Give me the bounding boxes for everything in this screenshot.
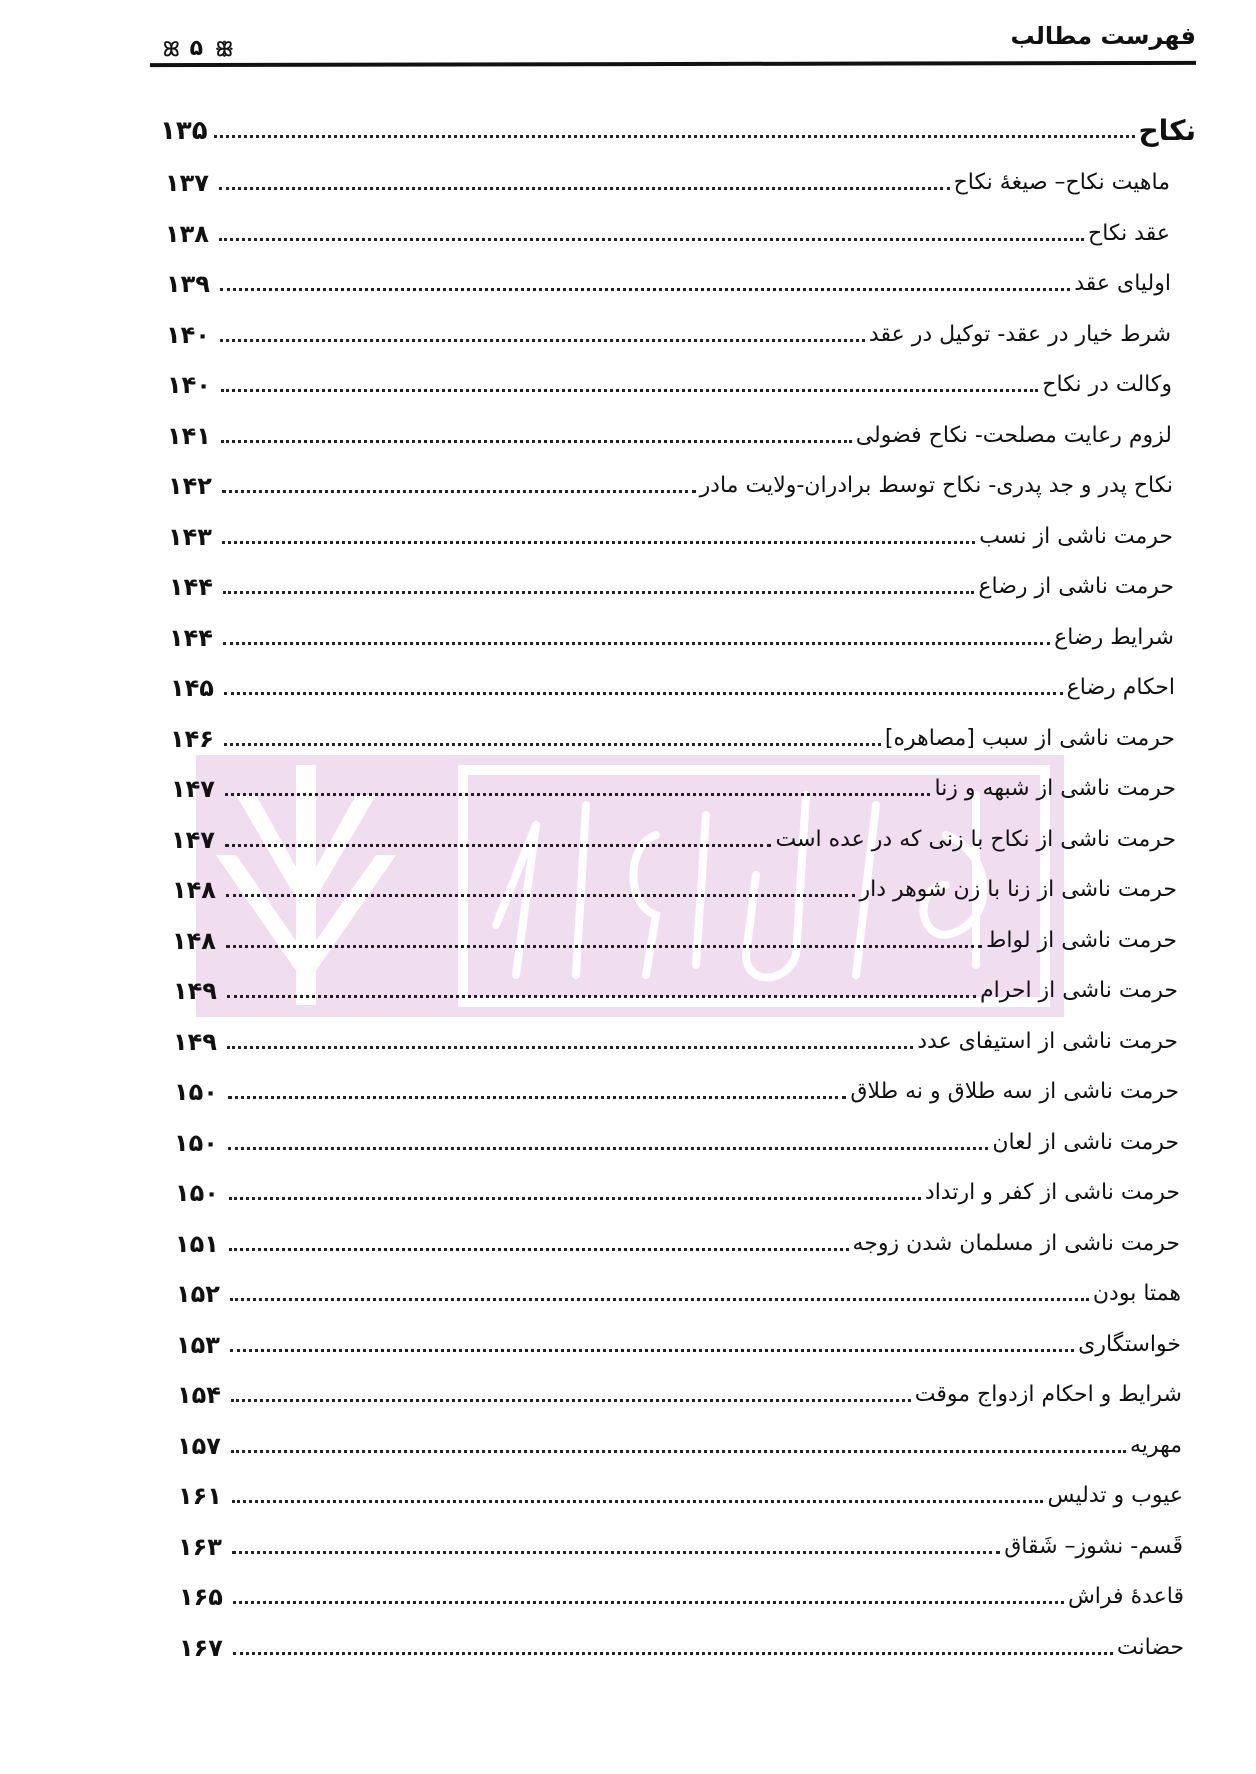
- toc-entry-title: نکاح پدر و جد پدری- نکاح توسط برادران-ولایت مادر: [699, 473, 1173, 498]
- toc-entry-page: ۱۵۰: [175, 1179, 219, 1207]
- toc-entry[interactable]: [178, 1471, 1183, 1511]
- toc-entry[interactable]: [165, 209, 1170, 249]
- toc-entry-title: حرمت ناشی از نسب: [979, 524, 1173, 549]
- toc-entry[interactable]: [175, 1168, 1180, 1208]
- toc-entry[interactable]: [165, 158, 1170, 198]
- page-number: ۵: [189, 36, 204, 61]
- toc-entry[interactable]: [166, 259, 1171, 299]
- toc-entry-title: لزوم رعایت مصلحت- نکاح فضولی: [855, 423, 1172, 448]
- toc-entry[interactable]: [173, 966, 1178, 1006]
- toc-entry-title: شرایط رضاع: [1054, 625, 1174, 650]
- toc-entry[interactable]: [170, 663, 1175, 703]
- toc-entry[interactable]: [177, 1370, 1182, 1410]
- toc-heading-page: ۱۳۵: [160, 116, 208, 146]
- toc-entry-page: ۱۴۳: [168, 523, 212, 551]
- toc-entry[interactable]: [179, 1623, 1184, 1663]
- toc-entry-title: شرط خیار در عقد- توکیل در عقد: [868, 322, 1171, 347]
- toc-entry-page: ۱۵۱: [175, 1230, 219, 1258]
- toc-entry[interactable]: [172, 916, 1177, 956]
- toc-entry-title: حرمت ناشی از استیفای عدد: [917, 1029, 1178, 1054]
- dot-leader: [224, 742, 881, 746]
- toc-entry[interactable]: [176, 1320, 1181, 1360]
- toc-entry-page: ۱۴۹: [173, 977, 217, 1005]
- toc-heading-row[interactable]: [160, 106, 1196, 146]
- dot-leader: [219, 237, 1084, 241]
- dot-leader: [221, 388, 1038, 392]
- toc-entry-page: ۱۳۸: [165, 220, 209, 248]
- toc-entry[interactable]: [174, 1118, 1179, 1158]
- dot-leader: [229, 1247, 849, 1251]
- toc-entry-page: ۱۴۰: [166, 321, 210, 349]
- toc-entry-page: ۱۴۶: [170, 725, 214, 753]
- toc-entry-title: حضانت: [1116, 1635, 1184, 1660]
- dot-leader: [232, 1550, 1000, 1554]
- ornament-right-icon: ꕥ: [215, 36, 232, 61]
- toc-entry[interactable]: [175, 1219, 1180, 1259]
- toc-entry-title: حرمت ناشی از مسلمان شدن زوجه: [852, 1231, 1180, 1256]
- ornament-left-icon: ꕤ: [163, 36, 178, 61]
- toc-entry-title: حرمت ناشی از احرام: [979, 978, 1178, 1003]
- toc-entry[interactable]: [174, 1067, 1179, 1107]
- toc-entry[interactable]: [173, 1017, 1178, 1057]
- toc-heading-title: نکاح: [1138, 114, 1196, 147]
- toc-entry-page: ۱۴۴: [169, 624, 213, 652]
- toc-entry[interactable]: [166, 310, 1171, 350]
- toc-entry-page: ۱۶۱: [178, 1482, 222, 1510]
- toc-entry[interactable]: [179, 1572, 1184, 1612]
- dot-leader: [223, 641, 1050, 645]
- toc-entry-title: حرمت ناشی از کفر و ارتداد: [924, 1180, 1180, 1205]
- toc-entry-title: قَسم- نشوز– شَقاق: [1004, 1534, 1183, 1559]
- dot-leader: [232, 1499, 1043, 1503]
- toc-entry-page: ۱۵۲: [176, 1280, 220, 1308]
- dot-leader: [225, 843, 771, 847]
- toc-entry-page: ۱۵۰: [174, 1078, 218, 1106]
- dot-leader: [222, 540, 975, 544]
- toc-entry-page: ۱۴۹: [173, 1028, 217, 1056]
- dot-leader: [233, 1651, 1113, 1655]
- toc-entry-page: ۱۵۴: [177, 1381, 221, 1409]
- toc-entry-page: ۱۵۷: [177, 1432, 221, 1460]
- dot-leader: [229, 1196, 921, 1200]
- toc-entry[interactable]: [176, 1269, 1181, 1309]
- toc-entry-title: حرمت ناشی از نکاح با زنی که در عده است: [775, 827, 1176, 852]
- dot-leader: [233, 1600, 1064, 1604]
- toc-entry-title: مهریه: [1130, 1433, 1182, 1458]
- toc-entry[interactable]: [167, 360, 1172, 400]
- toc-entry-page: ۱۳۹: [166, 270, 210, 298]
- dot-leader: [231, 1398, 911, 1402]
- toc-entry-title: ماهیت نکاح– صیغهٔ نکاح: [953, 170, 1170, 195]
- dot-leader: [220, 287, 1070, 291]
- toc-entry-title: عیوب و تدلیس: [1047, 1483, 1183, 1508]
- toc-entry-page: ۱۴۵: [170, 674, 214, 702]
- dot-leader: [228, 1095, 846, 1099]
- toc-entry-title: احکام رضاع: [1066, 675, 1175, 700]
- dot-leader: [220, 338, 865, 342]
- toc-entry-title: عقد نکاح: [1088, 221, 1170, 246]
- toc-entry[interactable]: [171, 815, 1176, 855]
- toc-entry[interactable]: [169, 613, 1174, 653]
- toc-entry-title: حرمت ناشی از زنا با زن شوهر دار: [859, 877, 1177, 902]
- dot-leader: [222, 489, 696, 493]
- toc-entry-page: ۱۶۷: [179, 1634, 223, 1662]
- toc-entry[interactable]: [167, 411, 1172, 451]
- toc-entry-title: حرمت ناشی از شبهه و زنا: [934, 776, 1176, 801]
- toc-entry[interactable]: [172, 865, 1177, 905]
- dot-leader: [227, 994, 976, 998]
- toc-entry-title: همتا بودن: [1092, 1281, 1181, 1306]
- page-header-title: فهرست مطالب: [1010, 22, 1196, 50]
- dot-leader: [226, 893, 855, 897]
- dot-leader: [219, 186, 950, 190]
- toc-entry-title: حرمت ناشی از لواط: [986, 928, 1177, 953]
- toc-entry-page: ۱۴۷: [171, 826, 215, 854]
- toc-entry-page: ۱۴۲: [168, 472, 212, 500]
- toc-entry-title: شرایط و احکام ازدواج موقت: [914, 1382, 1182, 1407]
- toc-entry-page: ۱۵۰: [174, 1129, 218, 1157]
- dot-leader: [230, 1348, 1074, 1352]
- toc-entry-page: ۱۴۷: [171, 775, 215, 803]
- toc-entry[interactable]: [168, 461, 1173, 501]
- dot-leader: [227, 1045, 913, 1049]
- toc-entry-title: حرمت ناشی از رضاع: [978, 574, 1174, 599]
- toc-entry-page: ۱۶۵: [179, 1583, 223, 1611]
- toc-entry-title: حرمت ناشی از سبب [مصاهره]: [884, 726, 1175, 751]
- toc-entry[interactable]: [169, 562, 1174, 602]
- toc-entry-title: وکالت در نکاح: [1042, 372, 1172, 397]
- dot-leader: [223, 590, 974, 594]
- toc-entry[interactable]: [177, 1421, 1182, 1461]
- dot-leader: [221, 439, 852, 443]
- toc-entry-page: ۱۶۳: [178, 1533, 222, 1561]
- toc-entry-page: ۱۴۸: [172, 927, 216, 955]
- toc-entry-page: ۱۵۳: [176, 1331, 220, 1359]
- dot-leader: [230, 1297, 1089, 1301]
- dot-leader: [226, 944, 982, 948]
- toc-entry[interactable]: [178, 1522, 1183, 1562]
- toc-entry-title: قاعدهٔ فراش: [1067, 1584, 1184, 1609]
- toc-entry-page: ۱۴۴: [169, 573, 213, 601]
- toc-entry-title: خواستگاری: [1078, 1332, 1181, 1357]
- dot-leader: [228, 1146, 988, 1150]
- toc-entry-page: ۱۳۷: [165, 169, 209, 197]
- toc-entry-title: حرمت ناشی از لعان: [992, 1130, 1179, 1155]
- dot-leader: [214, 134, 1135, 138]
- toc-entry[interactable]: [168, 512, 1173, 552]
- toc-entry-title: حرمت ناشی از سه طلاق و نه طلاق: [850, 1079, 1179, 1104]
- toc-entry-page: ۱۴۱: [167, 422, 211, 450]
- dot-leader: [225, 792, 930, 796]
- dot-leader: [231, 1449, 1126, 1453]
- toc-entry-page: ۱۴۸: [172, 876, 216, 904]
- toc-entry[interactable]: [170, 714, 1175, 754]
- toc-entry[interactable]: [171, 764, 1176, 804]
- toc-entry-title: اولیای عقد: [1074, 271, 1171, 296]
- toc-entry-page: ۱۴۰: [167, 371, 211, 399]
- dot-leader: [224, 691, 1063, 695]
